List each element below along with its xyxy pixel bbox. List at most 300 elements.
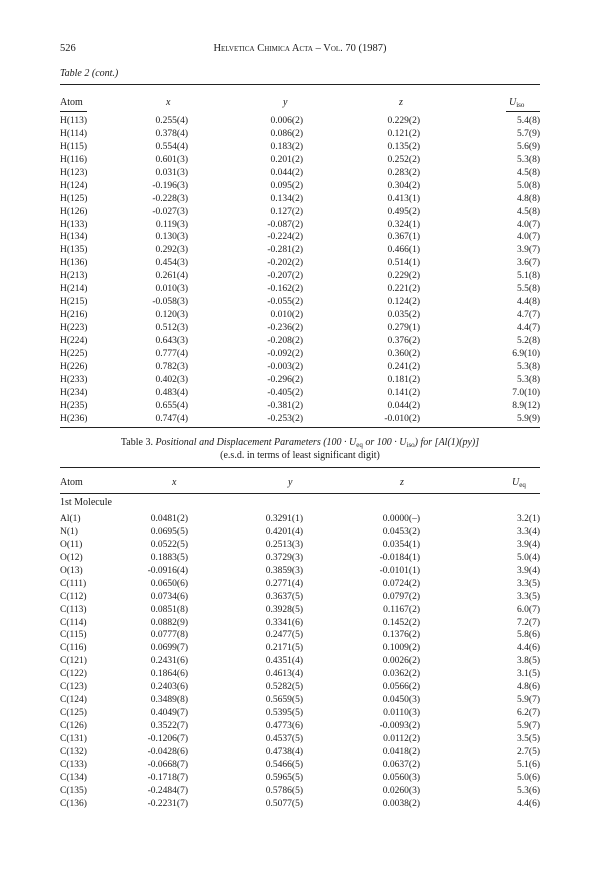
table2-row-atom: H(125)	[60, 193, 88, 204]
table3-row	[60, 772, 540, 785]
table2-row-z: -0.010(2)	[384, 413, 420, 424]
table3-row-u: 5.9(7)	[517, 695, 540, 706]
table3-row-u: 3.9(4)	[517, 539, 540, 550]
table2-row	[60, 413, 540, 426]
table3-row-u: 2.7(5)	[517, 746, 540, 757]
table2-row-z: 0.135(2)	[387, 141, 420, 152]
table3-row	[60, 655, 540, 668]
table2-header-y: y	[283, 97, 288, 108]
table3-row-atom: C(132)	[60, 746, 87, 757]
table3-row-z: -0.0101(1)	[379, 565, 420, 576]
table2-row	[60, 206, 540, 219]
table3-header-underline	[60, 493, 540, 494]
table2-row-atom: H(123)	[60, 167, 88, 178]
table2-row-x: 0.130(3)	[155, 232, 188, 243]
table3-row-z: 0.0026(2)	[382, 656, 420, 667]
table2-row	[60, 335, 540, 348]
table3-body	[60, 513, 540, 811]
table2-row-x: 0.378(4)	[155, 128, 188, 139]
table2-row-x: 0.483(4)	[155, 387, 188, 398]
table2-row	[60, 141, 540, 154]
table2-row-u: 4.4(8)	[517, 297, 540, 308]
table3-row-y: 0.5077(5)	[265, 798, 303, 809]
table2-bottom-rule	[60, 427, 540, 428]
table2-row-x: -0.027(3)	[152, 206, 188, 217]
table2-row-z: 0.283(2)	[387, 167, 420, 178]
table3-row-z: 0.1009(2)	[382, 643, 420, 654]
table2-row-atom: H(213)	[60, 271, 88, 282]
table3-row-x: 0.0522(5)	[150, 539, 188, 550]
table3-row-x: 0.0699(7)	[150, 643, 188, 654]
table3-row-x: 0.0695(5)	[150, 526, 188, 537]
table3-row-atom: C(134)	[60, 772, 87, 783]
table3-subtitle: (e.s.d. in terms of least significant digit)	[220, 450, 380, 461]
table3-row	[60, 578, 540, 591]
table3-row-z: 0.0110(3)	[383, 708, 420, 719]
table2-row-y: -0.055(2)	[267, 297, 303, 308]
table2-row-z: 0.044(2)	[387, 400, 420, 411]
table2-row-atom: H(124)	[60, 180, 88, 191]
table3-header-x: x	[172, 477, 177, 488]
table3-row-x: 0.1883(5)	[150, 552, 188, 563]
table3-row-y: 0.4738(4)	[265, 746, 303, 757]
table3-row-y: 0.2513(3)	[265, 539, 303, 550]
table3-row-y: 0.4201(4)	[265, 526, 303, 537]
table3-row-z: -0.0093(2)	[379, 721, 420, 731]
table2-row-z: 0.360(2)	[387, 348, 420, 359]
table3-header-atom: Atom	[60, 477, 83, 488]
table3-row	[60, 746, 540, 759]
table3-row	[60, 733, 540, 746]
table2-row-z: 0.466(1)	[387, 245, 420, 256]
table3-row-y: 0.5659(5)	[265, 695, 303, 706]
table3-row-x: 0.0481(2)	[150, 514, 188, 524]
table3-row-atom: C(124)	[60, 695, 87, 706]
table2-row-x: 0.777(4)	[155, 348, 188, 359]
table3-row-atom: C(131)	[60, 733, 87, 744]
table2-row-y: -0.296(2)	[267, 374, 303, 385]
table2-row-atom: H(113)	[60, 116, 88, 126]
table3-row-y: 0.4773(6)	[265, 721, 303, 731]
table2-row-y: 0.095(2)	[270, 180, 303, 191]
table3-row-atom: O(13)	[60, 565, 83, 576]
table2-row	[60, 193, 540, 206]
table2-row-u: 4.5(8)	[517, 167, 540, 178]
table2-row-z: 0.413(1)	[387, 193, 420, 204]
table3-section-label: 1st Molecule	[60, 497, 112, 508]
table2-row	[60, 387, 540, 400]
table3-row	[60, 707, 540, 720]
table3-row-u: 4.4(6)	[517, 643, 540, 654]
table2-row-u: 5.4(8)	[517, 116, 540, 126]
table2-row-z: 0.121(2)	[387, 128, 420, 139]
table3-row-y: 0.5786(5)	[265, 785, 303, 796]
table2-row	[60, 296, 540, 309]
table2-row	[60, 128, 540, 141]
table3-row-u: 3.2(1)	[517, 514, 540, 524]
table3-row	[60, 798, 540, 811]
table2-row-x: 0.643(3)	[155, 335, 188, 346]
table3-row-z: -0.0184(1)	[379, 552, 420, 563]
table3-row-y: 0.2477(5)	[265, 630, 303, 641]
table2-row-atom: H(216)	[60, 310, 88, 321]
table3-row-u: 4.4(6)	[517, 798, 540, 809]
table2-row-u: 5.5(8)	[517, 284, 540, 295]
table2-row-u: 5.0(8)	[517, 180, 540, 191]
table3-row-atom: C(111)	[60, 578, 87, 589]
table3-header-y: y	[288, 477, 293, 488]
table3-row-z: 0.0362(2)	[382, 669, 420, 680]
table2-row-y: -0.087(2)	[267, 219, 303, 230]
table2-row-x: 0.554(4)	[155, 141, 188, 152]
table2-row-y: -0.092(2)	[267, 348, 303, 359]
table2-row-y: 0.201(2)	[270, 154, 303, 165]
table2-row-x: -0.196(3)	[152, 180, 188, 191]
table2-row-y: -0.236(2)	[267, 323, 303, 333]
table3-row-x: 0.4049(7)	[150, 708, 188, 719]
table2-row-u: 5.6(9)	[517, 141, 540, 152]
table3-row-u: 3.3(5)	[517, 591, 540, 602]
table2-row	[60, 180, 540, 193]
table2-row-u: 4.0(7)	[517, 232, 540, 243]
table2-row-x: 0.292(3)	[155, 245, 188, 256]
table2-row	[60, 374, 540, 387]
table2-row-y: -0.207(2)	[267, 271, 303, 282]
table2-row-z: 0.376(2)	[387, 335, 420, 346]
table3-row-x: -0.2484(7)	[147, 785, 188, 796]
table3-row-u: 4.8(6)	[517, 682, 540, 693]
table2-row-y: -0.253(2)	[267, 413, 303, 424]
table3-row-y: 0.4537(5)	[265, 733, 303, 744]
table2-row-x: 0.454(3)	[155, 258, 188, 269]
table3-row-atom: O(11)	[60, 539, 83, 550]
table2-header-underline-uiso	[506, 111, 540, 112]
table3-row	[60, 668, 540, 681]
table3-row	[60, 591, 540, 604]
table3-row	[60, 604, 540, 617]
table3-row-y: 0.5282(5)	[265, 682, 303, 693]
table3-row	[60, 785, 540, 798]
table2-row-atom: H(225)	[60, 348, 88, 359]
table3-row-atom: C(114)	[60, 617, 87, 628]
table2-row-y: 0.183(2)	[270, 141, 303, 152]
table2-row-z: 0.367(1)	[387, 232, 420, 243]
table2-row-z: 0.181(2)	[387, 374, 420, 385]
table3-row-atom: C(122)	[60, 669, 87, 680]
table2-row-y: -0.202(2)	[267, 258, 303, 269]
table3-row-u: 5.3(6)	[517, 785, 540, 796]
table3-row-u: 3.1(5)	[517, 669, 540, 680]
table3-row-u: 3.8(5)	[517, 656, 540, 667]
table2-row-atom: H(236)	[60, 413, 88, 424]
table2-row	[60, 270, 540, 283]
table2-row-u: 3.6(7)	[517, 258, 540, 269]
table3-row	[60, 617, 540, 630]
table2-row-atom: H(234)	[60, 387, 88, 398]
table2-row-atom: H(214)	[60, 284, 88, 295]
table3-row	[60, 694, 540, 707]
table3-row-u: 5.8(6)	[517, 630, 540, 641]
table2-row-atom: H(224)	[60, 335, 88, 346]
table3-row-u: 6.2(7)	[517, 708, 540, 719]
table3-row	[60, 681, 540, 694]
table3-row-z: 0.0038(2)	[382, 798, 420, 809]
table3-row-y: 0.4351(4)	[265, 656, 303, 667]
table2-row-z: 0.495(2)	[387, 206, 420, 217]
table2-row	[60, 244, 540, 257]
table3-row	[60, 526, 540, 539]
table3-row-u: 7.2(7)	[517, 617, 540, 628]
table3-row-atom: N(1)	[60, 526, 78, 537]
table2-continuation-label: Table 2 (cont.)	[60, 68, 119, 79]
table3-row-atom: C(112)	[60, 591, 87, 602]
table2-row-u: 4.4(7)	[517, 323, 540, 333]
table3-row-atom: Al(1)	[60, 514, 81, 524]
table3-row-y: 0.5965(5)	[265, 772, 303, 783]
table3-row-x: -0.1206(7)	[147, 733, 188, 744]
table3-row-z: 0.0260(3)	[382, 785, 420, 796]
table2-header-atom: Atom	[60, 97, 83, 108]
table3-row-atom: C(121)	[60, 656, 87, 667]
table2-row-atom: H(223)	[60, 323, 88, 333]
table2-row-z: 0.229(2)	[387, 271, 420, 282]
table3-row-u: 5.1(6)	[517, 759, 540, 770]
table3-row-z: 0.1452(2)	[382, 617, 420, 628]
table2-row	[60, 257, 540, 270]
table3-row-u: 5.0(6)	[517, 772, 540, 783]
table2-row-atom: H(134)	[60, 232, 88, 243]
table3-row	[60, 565, 540, 578]
table2-row	[60, 219, 540, 232]
table2-row-y: -0.405(2)	[267, 387, 303, 398]
table2-row	[60, 400, 540, 413]
table3-row-y: 0.3928(5)	[265, 604, 303, 615]
table2-row-atom: H(215)	[60, 297, 88, 308]
table2-row	[60, 154, 540, 167]
table3-row-atom: C(133)	[60, 759, 87, 770]
table3-row-y: 0.3291(1)	[265, 514, 303, 524]
table2-row	[60, 231, 540, 244]
table3-row-x: -0.2231(7)	[147, 798, 188, 809]
table2-row-z: 0.221(2)	[387, 284, 420, 295]
table2-row-u: 5.3(8)	[517, 154, 540, 165]
table2-row-z: 0.229(2)	[387, 116, 420, 126]
table2-row-x: -0.058(3)	[152, 297, 188, 308]
page-number: 526	[60, 43, 76, 54]
table3-top-rule	[60, 467, 540, 468]
table3-row-z: 0.0450(3)	[382, 695, 420, 706]
table3-row-x: 0.2403(6)	[150, 682, 188, 693]
table3-row	[60, 513, 540, 526]
table2-row-u: 7.0(10)	[512, 387, 540, 398]
table3-row-z: 0.1376(2)	[382, 630, 420, 641]
table2-row-u: 4.5(8)	[517, 206, 540, 217]
table2-row-y: 0.127(2)	[270, 206, 303, 217]
table3-row-u: 3.3(5)	[517, 578, 540, 589]
table3-row-u: 3.5(5)	[517, 733, 540, 744]
table2-row-y: -0.162(2)	[267, 284, 303, 295]
table2-header-underline-atom	[60, 111, 87, 112]
table2-row-y: 0.010(2)	[270, 310, 303, 321]
table3-row-u: 3.9(4)	[517, 565, 540, 576]
table3-row-x: 0.0650(6)	[150, 578, 188, 589]
table2-row-x: 0.747(4)	[155, 413, 188, 424]
table2-row	[60, 309, 540, 322]
table3-caption	[60, 437, 540, 449]
table2-row-z: 0.124(2)	[387, 297, 420, 308]
table2-row-x: -0.228(3)	[152, 193, 188, 204]
table2-row-atom: H(233)	[60, 374, 88, 385]
table2-row-y: 0.006(2)	[270, 116, 303, 126]
table3-row-x: 0.1864(6)	[150, 669, 188, 680]
table3-row-z: 0.0724(2)	[382, 578, 420, 589]
table3-row-y: 0.3729(3)	[265, 552, 303, 563]
table2-row-x: 0.782(3)	[155, 361, 188, 372]
table3-row	[60, 759, 540, 772]
table3-row-atom: C(123)	[60, 682, 87, 693]
table2-row-x: 0.655(4)	[155, 400, 188, 411]
table3-row-x: -0.0428(6)	[147, 746, 188, 757]
table2-row-y: -0.003(2)	[267, 361, 303, 372]
table2-row-atom: H(235)	[60, 400, 88, 411]
table2-row-u: 4.8(8)	[517, 193, 540, 204]
table2-row-u: 4.7(7)	[517, 310, 540, 321]
table2-row	[60, 348, 540, 361]
table2-row-z: 0.514(1)	[387, 258, 420, 269]
table2-row-x: 0.402(3)	[155, 374, 188, 385]
table2-row-z: 0.141(2)	[387, 387, 420, 398]
table2-row-u: 8.9(12)	[512, 400, 540, 411]
table3-row-x: 0.2431(6)	[150, 656, 188, 667]
table2-row-x: 0.255(4)	[155, 116, 188, 126]
table2-row-y: 0.044(2)	[270, 167, 303, 178]
table2-row-y: -0.224(2)	[267, 232, 303, 243]
table2-row-u: 6.9(10)	[512, 348, 540, 359]
table3-row-x: -0.1718(7)	[147, 772, 188, 783]
table2-row-u: 5.1(8)	[517, 271, 540, 282]
table2-header-x: x	[166, 97, 171, 108]
table3-row-z: 0.0418(2)	[382, 746, 420, 757]
table3-row-z: 0.0566(2)	[382, 682, 420, 693]
table3-row-atom: C(135)	[60, 785, 87, 796]
table3-header-z: z	[400, 477, 404, 488]
table2-row-z: 0.304(2)	[387, 180, 420, 191]
table3-row-z: 0.0354(1)	[382, 539, 420, 550]
table2-row-atom: H(135)	[60, 245, 88, 256]
table2-header-uiso: $U_{iso}$	[509, 97, 525, 109]
table2-row-z: 0.241(2)	[387, 361, 420, 372]
table2-row-u: 5.3(8)	[517, 374, 540, 385]
table3-row-z: 0.0637(2)	[382, 759, 420, 770]
table2-row	[60, 167, 540, 180]
table3-row-u: 3.3(4)	[517, 526, 540, 537]
table2-top-rule	[60, 84, 540, 85]
table3-row-z: 0.0560(3)	[382, 772, 420, 783]
table3-row-u: 5.0(4)	[517, 552, 540, 563]
table3-row-atom: O(12)	[60, 552, 83, 563]
table3-row-u: 6.0(7)	[517, 604, 540, 615]
table3-row	[60, 629, 540, 642]
table2-header-z: z	[399, 97, 403, 108]
table2-row-x: 0.119(3)	[155, 219, 188, 230]
table2-row-x: 0.031(3)	[155, 167, 188, 178]
table2-row-u: 4.0(7)	[517, 219, 540, 230]
table2-row-u: 3.9(7)	[517, 245, 540, 256]
table2-row-u: 5.2(8)	[517, 335, 540, 346]
table3-row	[60, 720, 540, 733]
table3-row-z: 0.0112(2)	[383, 733, 420, 744]
table3-row-y: 0.3341(6)	[265, 617, 303, 628]
table3-row-x: 0.0882(9)	[150, 617, 188, 628]
table2-row-atom: H(136)	[60, 258, 88, 269]
table3-row-y: 0.4613(4)	[265, 669, 303, 680]
table3-row-y: 0.3859(3)	[265, 565, 303, 576]
table3-row-atom: C(125)	[60, 708, 87, 719]
running-title: Helvetica Chimica Acta – Vol. 70 (1987)	[213, 43, 387, 54]
table3-row-y: 0.2171(5)	[265, 643, 303, 654]
table2-body	[60, 115, 540, 426]
table3-row-z: 0.0453(2)	[382, 526, 420, 537]
table2-row-atom: H(126)	[60, 206, 88, 217]
table2-row-x: 0.010(3)	[155, 284, 188, 295]
table2-row-z: 0.324(1)	[387, 219, 420, 230]
table3-row-y: 0.3637(5)	[265, 591, 303, 602]
table3-row-atom: C(115)	[60, 630, 87, 641]
table2-row	[60, 115, 540, 128]
table3-row	[60, 552, 540, 565]
table2-row-u: 5.7(9)	[517, 128, 540, 139]
table2-row-y: 0.086(2)	[270, 128, 303, 139]
table2-row-y: 0.134(2)	[270, 193, 303, 204]
table3-row-z: 0.0000(–)	[382, 514, 420, 524]
table2-row-y: -0.281(2)	[267, 245, 303, 256]
table2-row-x: 0.120(3)	[155, 310, 188, 321]
table3-row-y: 0.5466(5)	[265, 759, 303, 770]
table3-row-x: 0.3489(8)	[150, 695, 188, 706]
table3-row	[60, 642, 540, 655]
table3-row-atom: C(126)	[60, 721, 87, 731]
table2-row-atom: H(114)	[60, 128, 88, 139]
table3-row-u: 5.9(7)	[517, 721, 540, 731]
table2-row-atom: H(115)	[60, 141, 88, 152]
table2-row	[60, 283, 540, 296]
table3-row-x: 0.0734(6)	[150, 591, 188, 602]
table3-row-x: 0.0777(8)	[150, 630, 188, 641]
table2-row-atom: H(116)	[60, 154, 88, 165]
table3-row-atom: C(116)	[60, 643, 87, 654]
table2-row-x: 0.512(3)	[155, 323, 188, 333]
table3-title: Positional and Displacement Parameters ($100 \cdot U_{eq}$ or $100 \cdot U_{iso}$) for [Al(1)(py)]	[155, 437, 480, 449]
table2-row-u: 5.3(8)	[517, 361, 540, 372]
table3-row-z: 0.0797(2)	[382, 591, 420, 602]
table2-row-x: 0.261(4)	[155, 271, 188, 282]
table3-header-ueq: $U_{eq}$	[512, 477, 526, 489]
table2-row-y: -0.381(2)	[267, 400, 303, 411]
table2-row-u: 5.9(9)	[517, 413, 540, 424]
table3-row-x: -0.0916(4)	[147, 565, 188, 576]
table2-row-y: -0.208(2)	[267, 335, 303, 346]
table3-row-x: 0.3522(7)	[150, 721, 188, 731]
table2-row-z: 0.252(2)	[387, 154, 420, 165]
table3-row	[60, 539, 540, 552]
table3-row-z: 0.1167(2)	[383, 604, 420, 615]
table3-row-y: 0.2771(4)	[265, 578, 303, 589]
table3-row-atom: C(113)	[60, 604, 87, 615]
table3-row-atom: C(136)	[60, 798, 87, 809]
table2-row	[60, 361, 540, 374]
table2-row-atom: H(226)	[60, 361, 88, 372]
running-header	[60, 43, 540, 59]
